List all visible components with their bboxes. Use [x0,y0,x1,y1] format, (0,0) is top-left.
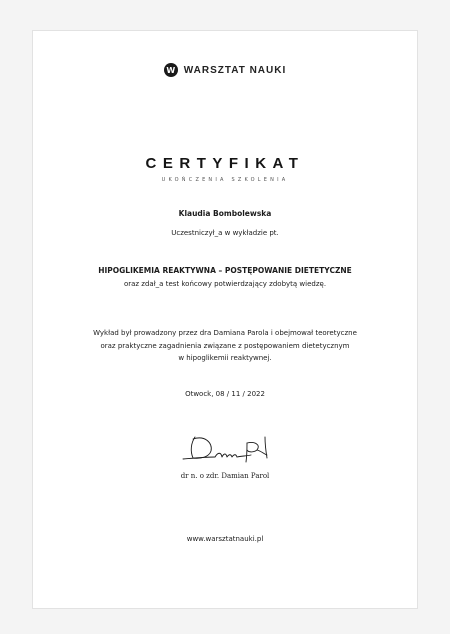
description-line: w hipoglikemii reaktywnej. [178,354,272,362]
description-line: Wykład był prowadzony przez dra Damiana Parola i obejmował teoretyczne [93,329,357,337]
brand-name: WARSZTAT NAUKI [183,64,287,76]
handwritten-signature [181,433,273,467]
course-description [33,327,417,365]
issue-date: Otwock, 08 / 11 / 2022 [185,390,265,398]
certificate-subtitle: UKOŃCZENIA SZKOLENIA [161,177,289,183]
website-link[interactable]: www.warsztatnauki.pl [186,535,264,543]
participation-text: Uczestniczył_a w wykładzie pt. [171,229,279,237]
description-line: oraz praktyczne zagadnienia związane z postępowaniem dietetycznym [100,341,350,350]
passed-test-text: oraz zdał_a test końcowy potwierdzający zdobytą wiedzę. [123,280,327,288]
brand-logo [33,63,417,77]
certificate-page [32,30,418,609]
certificate-title: CERTYFIKAT [145,155,305,172]
signer-name: dr n. o zdr. Damian Parol [180,472,270,480]
course-title: HIPOGLIKEMIA REAKTYWNA – POSTĘPOWANIE DIETETYCZNE [98,266,352,275]
participant-name: Klaudia Bombolewska [178,209,272,218]
brand-logo-icon: W [164,63,178,77]
